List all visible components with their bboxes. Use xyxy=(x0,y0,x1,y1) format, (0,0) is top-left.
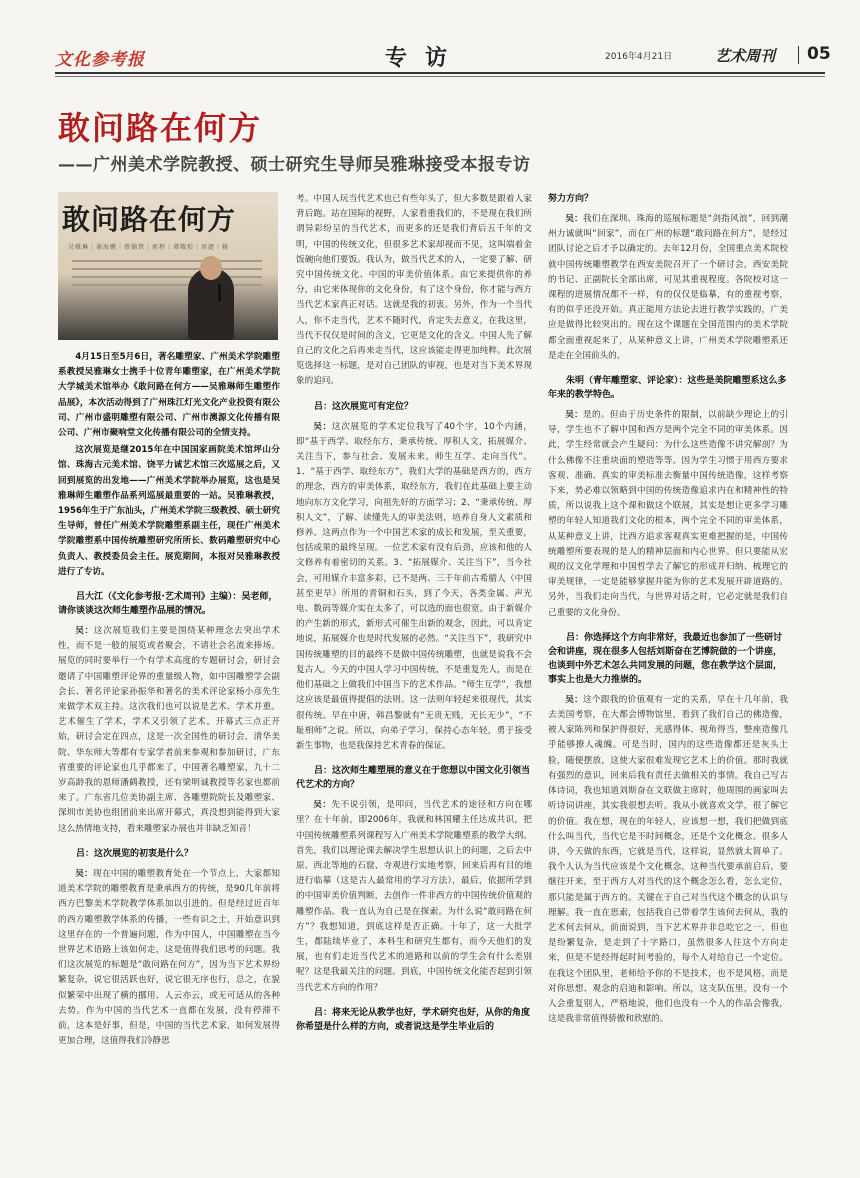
newspaper-logo: 文化参考报 xyxy=(55,50,145,70)
interview-question: 朱明（青年雕塑家、评论家）：这些是美院雕塑系这么多年来的教学特色。 xyxy=(548,376,787,401)
header-divider xyxy=(798,46,799,64)
microphone xyxy=(218,284,221,302)
article-title: 敢问路在何方 xyxy=(58,109,263,147)
article-paragraph: 吴：我们在深圳、珠海的巡展标题是“剑指风浪”，回到潮州力诚就叫“回家”，而在广州的标题“敢问路在何方”，是经过团队讨论之后才予以确定的。去年12月份，全国重点美术院校就中国传统雕塑教学在西安美院召开了一个研讨会，西安美院的书记、正副院长全部出席，可见其重视程度。各院校对这一课程的进展情况都不一样，有的仅仅是临摹，有的重视考察，有的似乎还没开始。真正能用方法论去进行教学实践的，广美应是做得比较突出的。现在这个课题在全国范围内的美术学院都全面重视起来了，从某种意义上讲，广州美术学院雕塑系还是走在全国前头的。 xyxy=(548,214,788,361)
speaker-label: 吴： xyxy=(565,214,583,224)
page-number: 05 xyxy=(807,44,831,64)
article-photo xyxy=(58,192,278,340)
interview-question: 努力方向？ xyxy=(548,194,594,204)
article-paragraph: 考。中国人玩当代艺术也已有些年头了，但大多数是跟着人家背后跑。站在国际的视野，人家看重我们的，不是现在我们所谓异彩纷呈的当代艺术，而更多的还是我们背后五千年的文明，中国的传统文化，但很多艺术家却视而不见，这叫端着金饭碗向他们要饭。我认为，做当代艺术的人，一定要了解、研究中国传统文化、中国的审美价值体系。由它来提供你的养分，由它来体现你的文化身份，有了这个身份，你才能与西方当代艺术家真正对话。这就是我的初衷。另外，作为一个当代人，你不走当代，艺术不随时代，肯定失去意义，在我这里，当代不仅仅是时间的含义，它更是文化的含义。中国人先了解自己的文化之后再来走当代，这应该能走得更加纯粹。此次展览选择这一标题，是对自己团队的审视，也是对当下美术界现象的追问。 xyxy=(296,194,532,387)
interview-question: 吕：这次展览的初衷是什么？ xyxy=(76,848,194,859)
speaker-label: 吴： xyxy=(313,800,332,811)
speaker-label: 吴： xyxy=(565,410,584,421)
article-paragraph: 吴：这个跟我的价值观有一定的关系，早在十几年前，我去美国考察，在大都会博物馆里，看到了我们自己的佛造像，被人家陈列和保护得很好，光感得体、视角得当，整座造像几乎能够撩人魂魄。可是当时，国内的这些造像都还是灰头土脸，随便摆放，这使大家很难发现它艺术上的价值。那时我就有强烈的意识，回来后我有责任去做相关的事情。我自己写古体诗词，我也知道刘斯奋在文联做主席时，他周围的画家叫去听诗词讲座，其实我很想去听。我从小就喜欢文学，很了解它的价值。我在想，现在的年轻人，应该想一想，我们把做到底什么叫当代，当代它是不时间概念，还是个文化概念。很多人讲，今天做的东西，它就是当代，这样说，显然就太简单了。我个人认为当代应该是个文化概念，这种当代要承前启后，要继往开来，至于西方人对当代的这个概念怎么看，怎么定位，那只能是属于西方的。关键在于自己对当代这个概念的认识与理解。我一直在思索，包括我自己带着学生该何去何从，我的艺术何去何从，前面说到，当下艺术界并非总吃它之一，但也是纷繁复杂，是走到了十字路口，虽然很多人往这个方向走来，但是不是经得起时间考验的，每个人对给自己一个定位。在我这个团队里，老师给予你的不是技术，也不是风格，而是对你思想、观念的启迪和影响。所以，这支队伍里，没有一个人会重复别人，严格地说，他们也没有一个人的作品会像我，这是我非常值得骄傲和欣慰的。 xyxy=(548,694,788,1025)
speaker-label: 吴： xyxy=(75,868,94,879)
header-rule-thin xyxy=(55,76,825,77)
article-subtitle: ——广州美术学院教授、硕士研究生导师吴雅琳接受本报专访 xyxy=(58,155,531,175)
masthead xyxy=(55,45,835,75)
article-lead-paragraph: 4月15日至5月6日，著名雕塑家、广州美术学院雕塑系教授吴雅琳女士携手十位青年雕塑家，在广州美术学院大学城美术馆举办《敢问路在何方——吴雅琳师生雕塑作品展》，本次活动得到了广州珠江灯光文化产业投资有限公司、广州市盛明雕塑有限公司、广州市澳源文化传播有限公司、广州市聚响堂文化传播有限公司的全情支持。 xyxy=(58,352,280,439)
article-column-1 xyxy=(58,350,280,1051)
speaker-label: 吴： xyxy=(313,421,332,432)
photo-names-text: 吴雅琳｜谢海鹏｜蔡翰贤｜郭程｜谭耀煌｜周捷｜姚 xyxy=(68,244,230,251)
speaker-label: 吴： xyxy=(565,694,584,705)
article-paragraph: 吴：先不说引领，是叩问，当代艺术的途径和方向在哪里？在十年前，即2006年，我就和林国耀主任达成共识，把中国传统雕塑系列课程写入广州美术学院雕塑系的教学大纲。首先，我们以理论课去解决学生思想认识上的问题，之后去中原、西北等地的石窟、寺观进行实地考察，回来后再有目的地进行临摹（这是古人最常用的学习方法），最后，依据所学到的中国审美价值判断，去创作一件非西方的中国传统价值观的雕塑作品。我一直认为自己是在探索。为什么说“敢问路在何方”？我想知道，到底这样是否正确。十年了，这一大批学生，都陆续毕业了，本科生和研究生都有，而今天他们的发展，也有们走近当代艺术的道路和以前的学生会有什么差别呢？这是我最关注的问题。到底，中国传统文化能否起到引领当代艺术方向的作用？ xyxy=(296,800,532,993)
interview-question: 吕：将来无论从教学也好，学术研究也好，从你的角度你希望是什么样的方向，或者说这是学生毕业后的 xyxy=(296,1007,531,1032)
interview-question: 吕：这次师生雕塑展的意义在于您想以中国文化引领当代艺术的方向？ xyxy=(296,766,531,791)
article-paragraph: 吴：是的。但由于历史条件的限制，以前缺少理论上的引导，学生也不了解中国和西方是两个完全不同的审美体系。因此，学生经常就会产生疑问：为什么这些造像不讲究解剖？为什么佛像不注重块面的塑造等等。因为学生习惯于用西方要求客观、准确、真实的审美标准去衡量中国传统造像，这样考察下来，势必难以领略到中国的传统造像追求内在和精神性的特质，所以说我上这个课和做这个联展，其实是想让更多学习雕塑的年轻人知道我们文化的根本，两个完全不同的审美体系，从某种意义上讲，比西方追求客观真实更难把握的是，中国传统雕塑所要表现的是人的精神层面和内心世界。但只要能从宏观的汉文化学理和中国哲学去了解它的形成并归纳、梳理它的审美规律，一定是能够掌握并能为你的艺术发展开辟道路的。另外，当我们走向当代，与世界对话之时，它必定就是我们自己重要的文化身份。 xyxy=(548,410,788,618)
photo-banner-text: 敢问路在何方 xyxy=(62,203,237,236)
article-paragraph: 吴：这次展览我们主要是围绕某种理念去突出学术性，而不是一般的展览或者聚会，不请社会名流来捧场。展览的同时要举行一个有学术高度的专题研讨会，研讨会邀请了中国雕塑评论界的重量级人物，如中国雕塑学会副会长、著名评论家孙振华和著名的美术评论家杨小彦先生来做学术双主持。这次我们也可以说是艺术、学术并重。艺术催生了学术，学术又引领了艺术。开幕式三点正开始，研讨会定在四点，这是一次全国性的研讨会，清华美院、华东师大等都有专家学者前来参观和参加研讨，广东省重要的评论家也几乎都来了，中国著名雕塑家，九十二岁高龄我的恩师潘鹤教授，还有梁明诚教授等名家也都前来了。广东省几位美协副主席、各雕塑院院长及雕塑家、深圳市美协也组团前来出席开幕式，真没想到能得到大家这么热情地支持，看来雕塑家办展也并非缺乏知音！ xyxy=(58,626,280,834)
section-title: 专访 xyxy=(385,45,466,71)
interview-question: 吕：这次展览可有定位？ xyxy=(314,401,414,412)
issue-date: 2016年4月21日 xyxy=(605,52,673,62)
article-lead-paragraph: 这次展览是继2015年在中国国家画院美术馆坪山分馆、珠海古元美术馆、饶平力诚艺术馆三次巡展之后，又回到展览的出发地——广州美术学院举办展览，这也是吴雅琳师生雕塑作品系列巡展最重要的一站。吴雅琳教授，1956年生于广东汕头，广州美术学院三级教授、硕士研究生导师，曾任广州美术学院雕塑系副主任，现任广州美术学院雕塑系中国传统雕塑研究所所长、数码雕塑研究中心负责人、教授委员会主任。展览期间，本报对吴雅琳教授进行了专访。 xyxy=(58,445,280,577)
article-paragraph: 吴：这次展览的学术定位我写了40个字，10个内涵，即“基于西学、取经东方，秉承传统、厚积人文，拓展媒介、关注当下，参与社会、发展未来，师生互学、走向当代”。1、“基于西学、取经东方”，我们大学的基础是西方的，西方的理念，西方的审美体系，取经东方，我们在此基础上要主动地向东方文化学习，向祖先好的方面学习；2、“秉承传统、厚积人文”，了解、读懂先人的审美法则，培养自身人文素质和修养。这两点作为一个中国艺术家的成长和发展，至关重要，包括成果的最终呈现。一位艺术家有没有后劲，应该和他的人文修养有着密切的关系。3、“拓展媒介、关注当下”，当今社会，可用媒介丰富多彩，已不是两、三千年前古希腊人（中国甚至更早）所用的青铜和石头，到了今天，各类金属、声光电、数码等媒介实在太多了，可以选的面也很宽。由于新媒介的产生新的形式，新形式可催生出新的观念，因此，可以肯定地说，拓展媒介也是时代发展的必然。“关注当下”，我研究中国传统雕塑的目的最终不是做中国传统雕塑，也就是说我不会复古人。今天的中国人学习中国传统，不是重复先人，而是在他们基础之上做我们中国当下的艺术作品。“师生互学”，我想这应该是最值得提倡的法则。这一法则年轻起来很现代，其实很传统。早在中唐，韩昌黎就有“无贵无贱，无长无少”，“不耻相师”之说。所以，向弟子学习，保持心态年轻，勇于接受新生事物，也是我保持艺术青春的保证。 xyxy=(296,421,532,751)
article-column-2 xyxy=(296,192,532,1040)
interview-question: 吕大江（《文化参考报·艺术周刊》主编）：吴老师，请你谈谈这次师生雕塑作品展的情况。 xyxy=(58,592,278,617)
speaker-head xyxy=(200,256,222,280)
speaker-label: 吴： xyxy=(75,626,94,637)
article-paragraph: 吴：现在中国的雕塑教育处在一个节点上，大家都知道美术学院的雕塑教育是秉承西方的传统，是90几年前将西方巴黎美术学院教学体系加以引进的。但是经过近百年的西方雕塑教学体系的传播，一些有识之士，开始意识到这里存在的一个普遍问题，作为中国人，中国雕塑在当今世界艺术语路上该如何走，这是值得我们思考的问题。我们这次展览的标题是“敢问路在何方”，因为当下艺术界纷繁复杂，说它很活跃也好，说它很无序也行，总之，在貌似繁荣中出现了横的挪用、人云亦云，或无可适从的各种去势。作为中国的当代艺术一直都在发展，没有停滞不前，这本是好事，但是，中国的当代艺术家，如何发展得更加合理，这值得我们冷静思 xyxy=(58,868,280,1047)
header-rule xyxy=(55,72,825,74)
article-column-3 xyxy=(548,192,788,1029)
interview-question: 吕：你选择这个方向非常好，我最近也参加了一些研讨会和讲座，现在很多人包括刘斯奋在艺博院做的一个讲座，也谈到中外艺术怎么共同发展的问题，您在教学这个层面，事实上也是大力推崇的。 xyxy=(548,632,783,685)
weekly-name: 艺术周刊 xyxy=(715,47,776,65)
